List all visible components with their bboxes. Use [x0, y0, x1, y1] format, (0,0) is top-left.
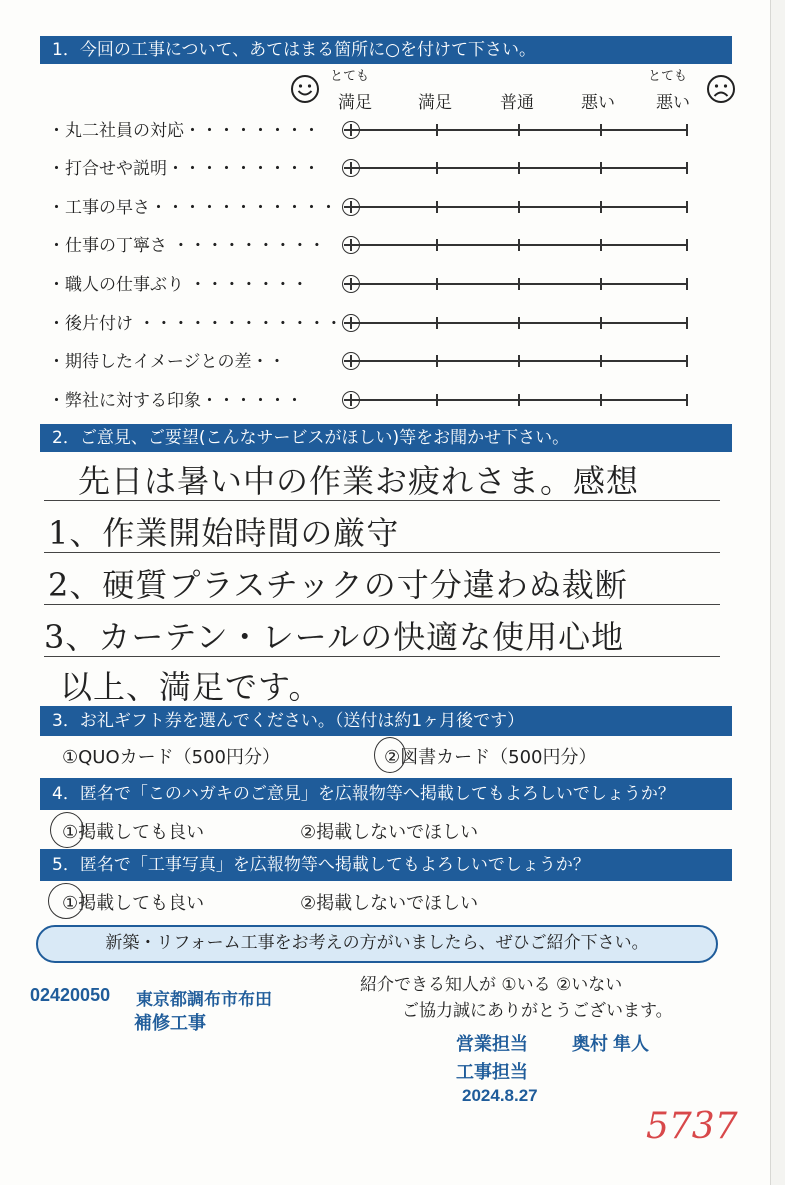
scale-label-normal: 普通 — [500, 93, 534, 113]
comment-line-2: 1、作業開始時間の厳守 — [48, 514, 400, 552]
thanks-text: ご協力誠にありがとうございます。 — [402, 1001, 673, 1021]
construction-label: 工事担当 — [456, 1062, 528, 1082]
rating-selection-circle — [342, 159, 360, 177]
section5-header: 5．匿名で「工事写真」を広報物等へ掲載してもよろしいでしょうか？ — [40, 849, 732, 881]
rating-tick-4[interactable] — [600, 239, 602, 251]
section4-header: 4．匿名で「このハガキのご意見」を広報物等へ掲載してもよろしいでしょうか？ — [40, 778, 732, 810]
rating-scale-line — [344, 129, 688, 131]
rating-tick-4[interactable] — [600, 317, 602, 329]
gift-option-quo[interactable]: ①QUOカード（500円分） — [62, 747, 281, 768]
customer-code: 02420050 — [30, 985, 111, 1005]
section1-header: 1．今回の工事について、あてはまる箇所に○を付けて下さい。 — [40, 36, 732, 64]
rating-tick-3[interactable] — [518, 355, 520, 367]
rating-row-label: ・後片付け ・・・・・・・・・・・・ — [48, 314, 343, 334]
rating-tick-4[interactable] — [600, 394, 602, 406]
survey-date: 2024.8.27 — [462, 1086, 538, 1105]
rating-selection-circle — [342, 198, 360, 216]
rating-tick-5[interactable] — [686, 355, 688, 367]
rating-tick-3[interactable] — [518, 394, 520, 406]
rating-tick-5[interactable] — [686, 201, 688, 213]
rating-tick-5[interactable] — [686, 394, 688, 406]
rating-tick-2[interactable] — [436, 162, 438, 174]
selection-circle — [48, 883, 84, 919]
scale-label-satisfied: 満足 — [418, 93, 452, 113]
rating-scale-line — [344, 360, 688, 362]
rating-tick-4[interactable] — [600, 355, 602, 367]
rating-row-label: ・打合せや説明・・・・・・・・・ — [48, 159, 320, 179]
rating-tick-2[interactable] — [436, 278, 438, 290]
rating-tick-3[interactable] — [518, 162, 520, 174]
rating-scale-line — [344, 322, 688, 324]
frown-face-icon — [706, 74, 736, 104]
selection-circle — [50, 812, 84, 848]
publish-photo-no[interactable]: ②掲載しないでほしい — [300, 893, 479, 914]
rating-scale-line — [344, 206, 688, 208]
section3-header: 3．お礼ギフト券を選んでください。（送付は約1ヶ月後です） — [40, 706, 732, 736]
scale-label-bad: 悪い — [581, 93, 615, 113]
rating-selection-circle — [342, 275, 360, 293]
rating-tick-3[interactable] — [518, 124, 520, 136]
rating-scale-line — [344, 399, 688, 401]
comment-line-3: 2、硬質プラスチックの寸分違わぬ裁断 — [48, 566, 628, 604]
rating-row-label: ・弊社に対する印象・・・・・・ — [48, 391, 303, 411]
sales-label: 営業担当 — [456, 1034, 528, 1054]
referral-question: 紹介できる知人が ①いる ②いない — [360, 975, 623, 995]
scale-label-very-bad: 悪い — [656, 93, 690, 113]
gift-option-book[interactable]: ②図書カード（500円分） — [384, 747, 597, 768]
comment-line-4: 3、カーテン・レールの快適な使用心地 — [44, 618, 625, 656]
rating-tick-4[interactable] — [600, 201, 602, 213]
rating-tick-2[interactable] — [436, 355, 438, 367]
rating-tick-3[interactable] — [518, 239, 520, 251]
rating-row-label: ・職人の仕事ぶり ・・・・・・・ — [48, 275, 309, 295]
work-type: 補修工事 — [134, 1013, 206, 1033]
rating-tick-5[interactable] — [686, 162, 688, 174]
rating-tick-2[interactable] — [436, 201, 438, 213]
scale-label-very-satisfied: 満足 — [338, 93, 372, 113]
rating-row-label: ・工事の早さ・・・・・・・・・・・ — [48, 198, 337, 218]
rating-tick-3[interactable] — [518, 317, 520, 329]
card-edge — [770, 0, 785, 1185]
rating-selection-circle — [342, 314, 360, 332]
rating-tick-4[interactable] — [600, 124, 602, 136]
rating-selection-circle — [342, 121, 360, 139]
publish-opinion-yes[interactable]: ①掲載しても良い — [62, 822, 205, 843]
rating-row-label: ・期待したイメージとの差・・ — [48, 352, 286, 372]
publish-opinion-no[interactable]: ②掲載しないでほしい — [300, 822, 479, 843]
rating-tick-5[interactable] — [686, 239, 688, 251]
handwritten-number: 5737 — [646, 1106, 738, 1147]
scale-label-very-satisfied-top: とても — [330, 69, 370, 84]
section2-header: 2．ご意見、ご要望(こんなサービスがほしい)等をお聞かせ下さい。 — [40, 424, 732, 452]
rating-selection-circle — [342, 391, 360, 409]
customer-address: 東京都調布市布田 — [136, 990, 272, 1009]
rating-row-label: ・丸二社員の対応・・・・・・・・ — [48, 121, 320, 141]
rating-tick-5[interactable] — [686, 124, 688, 136]
rating-row-label: ・仕事の丁寧さ ・・・・・・・・・ — [48, 236, 326, 256]
rating-tick-3[interactable] — [518, 278, 520, 290]
rating-tick-2[interactable] — [436, 394, 438, 406]
smile-face-icon — [290, 74, 320, 104]
referral-banner: 新築・リフォーム工事をお考えの方がいましたら、ぜひご紹介下さい。 — [36, 925, 718, 963]
scale-label-very-bad-top: とても — [648, 69, 688, 84]
sales-name: 奥村 隼人 — [572, 1034, 650, 1054]
rating-tick-4[interactable] — [600, 278, 602, 290]
comment-line-5: 以上、満足です。 — [60, 668, 322, 706]
rating-scale-line — [344, 244, 688, 246]
rating-tick-2[interactable] — [436, 317, 438, 329]
rating-tick-2[interactable] — [436, 239, 438, 251]
rating-selection-circle — [342, 236, 360, 254]
selection-circle — [374, 737, 406, 773]
rating-tick-5[interactable] — [686, 278, 688, 290]
rating-tick-4[interactable] — [600, 162, 602, 174]
rating-tick-2[interactable] — [436, 124, 438, 136]
rating-tick-5[interactable] — [686, 317, 688, 329]
rating-scale-line — [344, 283, 688, 285]
rating-tick-3[interactable] — [518, 201, 520, 213]
comment-line-1: 先日は暑い中の作業お疲れさま。感想 — [78, 462, 640, 500]
rating-selection-circle — [342, 352, 360, 370]
rating-scale-line — [344, 167, 688, 169]
publish-photo-yes[interactable]: ①掲載しても良い — [62, 893, 205, 914]
